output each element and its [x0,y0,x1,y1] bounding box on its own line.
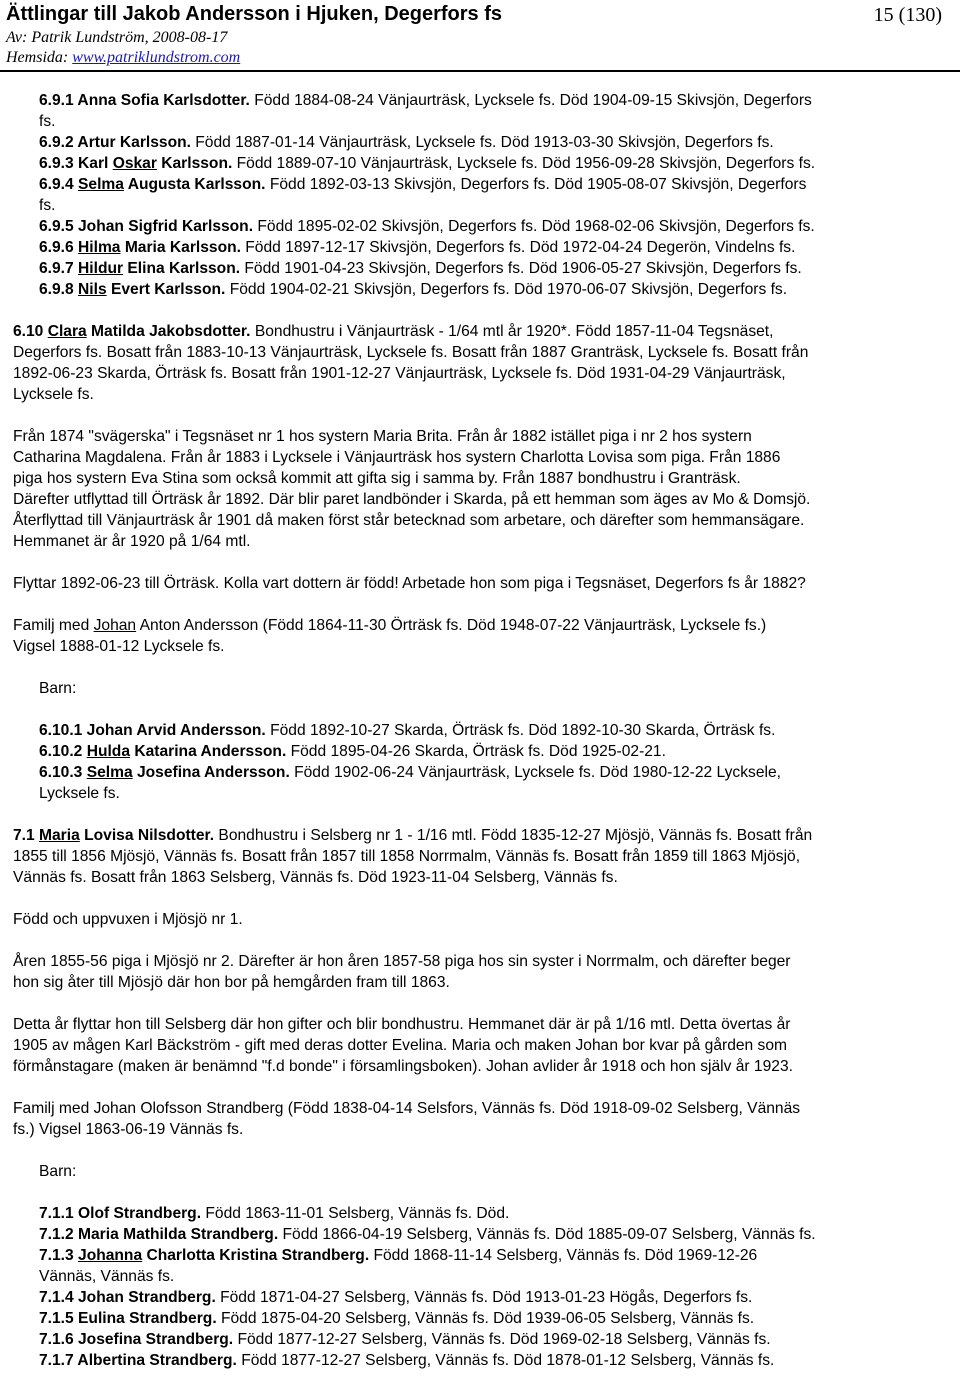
underlined-name: Nils [78,281,107,298]
entry-heading: 6.9.4 [39,176,79,193]
text-run: 1905 av mågen Karl Bäckström - gift med deras dotter Evelina. Maria och maken Johan bor kvar på gården som [13,1037,788,1054]
paragraph [13,615,945,657]
text-run: Född 1897-12-17 Skivsjön, Degerfors fs. Död 1972-04-24 Degerön, Vindelns fs. [240,239,796,256]
text-line [39,783,945,804]
text-line [13,867,945,888]
text-run: Född 1901-04-23 Skivsjön, Degerfors fs. Död 1906-05-27 Skivsjön, Degerfors fs. [240,260,802,277]
text-line [39,1329,945,1350]
text-line [39,237,945,258]
paragraph [13,678,945,699]
text-run: Bondhustru i Vänjaurträsk - 1/64 mtl år 1920*. Född 1857-11-04 Tegsnäset, [250,323,774,340]
underlined-name: Clara [47,323,87,340]
text-line [39,1266,945,1287]
text-line [39,1203,945,1224]
underlined-name: Johanna [78,1247,143,1264]
text-run: Född 1889-07-10 Vänjaurträsk, Lycksele fs. Död 1956-09-28 Skivsjön, Degerfors fs. [232,155,816,172]
homepage-line [6,48,240,68]
entry-heading: Augusta Karlsson. [123,176,266,193]
text-run: Född 1875-04-20 Selsberg, Vännäs fs. Död 1939-06-05 Selsberg, Vännäs fs. [216,1310,755,1327]
text-run: Född och uppvuxen i Mjösjö nr 1. [13,911,243,928]
text-line [13,363,945,384]
text-run: fs.) Vigsel 1863-06-19 Vännäs fs. [13,1121,244,1138]
text-line [13,342,945,363]
underlined-name: Johan [93,617,137,634]
entry-heading: Evert Karlsson. [106,281,226,298]
text-line [13,384,945,405]
text-run: fs. [39,113,56,130]
paragraph-gap [13,699,945,720]
text-line [13,573,945,594]
entry-heading: 6.9.5 Johan Sigfrid Karlsson. [39,218,254,235]
paragraph-gap [13,930,945,951]
entry-heading: 6.9.7 [39,260,79,277]
text-run: piga hos systern Eva Stina som också kommit att gifta sig i samma by. Från 1887 bondhustru i Granträsk. [13,470,741,487]
homepage-label: Hemsida: [6,49,73,66]
underlined-name: Selma [86,764,133,781]
paragraph [13,909,945,930]
paragraph [13,1098,945,1140]
text-line [39,195,945,216]
paragraph-gap [13,1140,945,1161]
text-run: Hemmanet är år 1920 på 1/64 mtl. [13,533,251,550]
homepage-link[interactable]: www.patriklundstrom.com [72,49,241,66]
paragraph [13,720,945,804]
text-line [39,174,945,195]
text-line [39,1350,945,1371]
paragraph [13,573,945,594]
text-run: Bondhustru i Selsberg nr 1 - 1/16 mtl. Född 1835-12-27 Mjösjö, Vännäs fs. Bosatt från [214,827,813,844]
underlined-name: Hilma [78,239,121,256]
entry-heading: 6.10.3 [39,764,87,781]
text-run: Catharina Magdalena. Från år 1883 i Lycksele i Vänjaurträsk hos systern Charlotta Lovisa som piga. Från 1886 [13,449,781,466]
text-run: Vännäs fs. Bosatt från 1863 Selsberg, Vännäs fs. Död 1923-11-04 Selsberg, Vännäs fs. [13,869,618,886]
text-run: Degerfors fs. Bosatt från 1883-10-13 Vänjaurträsk, Lycksele fs. Bosatt från 1887 Granträsk, Lycksele fs. Bosatt från [13,344,809,361]
text-line [39,111,945,132]
entry-heading: Lovisa Nilsdotter. [79,827,215,844]
text-run: Barn: [39,1163,77,1180]
text-run: Flyttar 1892-06-23 till Örträsk. Kolla vart dottern är född! Arbetade hon som piga i Tegsnäset, Degerfors fs år 1882? [13,575,806,592]
entry-heading: 6.10.1 Johan Arvid Andersson. [39,722,266,739]
text-line [39,258,945,279]
underlined-name: Hulda [86,743,131,760]
entry-heading: 7.1.5 Eulina Strandberg. [39,1310,217,1327]
text-run: 1855 till 1856 Mjösjö, Vännäs fs. Bosatt från 1857 till 1858 Norrmalm, Vännäs fs. Bosatt från 1859 till 1863 Mjösjö, [13,848,801,865]
text-line [13,1056,945,1077]
entry-heading: 6.9.2 Artur Karlsson. [39,134,191,151]
text-line [39,1287,945,1308]
entry-heading: Charlotta Kristina Strandberg. [142,1247,370,1264]
text-line [13,909,945,930]
text-line [13,531,945,552]
paragraph-gap [13,1182,945,1203]
text-line [13,1119,945,1140]
paragraph [13,1203,945,1371]
text-line [13,846,945,867]
entry-heading: 7.1 [13,827,40,844]
entry-heading: 6.9.1 Anna Sofia Karlsdotter. [39,92,250,109]
text-run: fs. [39,197,56,214]
underlined-name: Oskar [112,155,157,172]
text-run: Därefter utflyttad till Örträsk år 1892. Där blir paret landbönder i Skarda, på ett hemman som äges av Mo & Domsjö. [13,491,811,508]
page-number: 15 (130) [873,4,942,26]
text-run: Från 1874 "svägerska" i Tegsnäset nr 1 hos systern Maria Brita. Från år 1882 istället piga i nr 2 hos systern [13,428,752,445]
text-run: Född 1871-04-27 Selsberg, Vännäs fs. Död 1913-01-23 Högås, Degerfors fs. [215,1289,753,1306]
text-run: förmånstagare (maken är benämnd "f.d bonde" i församlingsboken). Johan avlider år 1918 och hon själv år 1923. [13,1058,793,1075]
text-run: 1892-06-23 Skarda, Örträsk fs. Bosatt från 1901-12-27 Vänjaurträsk, Lycksele fs. Död 1931-04-29 Vänjaurträsk, [13,365,786,382]
text-line [13,636,945,657]
entry-heading: 7.1.6 Josefina Strandberg. [39,1331,234,1348]
paragraph-gap [13,405,945,426]
underlined-name: Maria [39,827,80,844]
paragraph [13,1161,945,1182]
paragraph-gap [13,993,945,1014]
text-line [39,678,945,699]
author-line: Av: Patrik Lundström, 2008-08-17 [6,29,228,46]
text-run: Född 1895-02-02 Skivsjön, Degerfors fs. Död 1968-02-06 Skivsjön, Degerfors fs. [253,218,815,235]
text-line [39,90,945,111]
entry-heading: 7.1.4 Johan Strandberg. [39,1289,216,1306]
entry-heading: 6.9.6 [39,239,79,256]
paragraph [13,1014,945,1077]
text-line [39,1224,945,1245]
text-run: Lycksele fs. [39,785,120,802]
text-run: Född 1868-11-14 Selsberg, Vännäs fs. Död 1969-12-26 [369,1247,758,1264]
paragraph-gap [13,594,945,615]
entry-heading: Elina Karlsson. [123,260,241,277]
text-run: Född 1884-08-24 Vänjaurträsk, Lycksele fs. Död 1904-09-15 Skivsjön, Degerfors [249,92,812,109]
paragraph [13,825,945,888]
text-line [39,1245,945,1266]
text-line [39,741,945,762]
text-run: Detta år flyttar hon till Selsberg där hon gifter och blir bondhustru. Hemmanet där är på 1/16 mtl. Detta övertas år [13,1016,791,1033]
entry-heading: 6.10 [13,323,48,340]
text-run: Familj med Johan Olofsson Strandberg (Född 1838-04-14 Selsfors, Vännäs fs. Död 1918-09-02 Selsberg, Vännäs [13,1100,801,1117]
text-line [13,1014,945,1035]
text-line [39,720,945,741]
text-run: Född 1877-12-27 Selsberg, Vännäs fs. Död 1969-02-18 Selsberg, Vännäs fs. [233,1331,771,1348]
text-run: Född 1887-01-14 Vänjaurträsk, Lycksele fs. Död 1913-03-30 Skivsjön, Degerfors fs. [190,134,774,151]
text-run: Anton Andersson (Född 1864-11-30 Örträsk fs. Död 1948-07-22 Vänjaurträsk, Lycksele fs.) [136,617,767,634]
document-title: Ättlingar till Jakob Andersson i Hjuken, Degerfors fs [6,3,503,25]
paragraph [13,951,945,993]
paragraph-gap [13,300,945,321]
text-line [13,426,945,447]
text-line [13,321,945,342]
text-line [13,951,945,972]
entry-heading: Josefina Andersson. [132,764,290,781]
text-line [13,825,945,846]
text-line [13,510,945,531]
text-run: Familj med [13,617,94,634]
entry-heading: 7.1.1 Olof Strandberg. [39,1205,202,1222]
paragraph [13,321,945,405]
text-run: Lycksele fs. [13,386,94,403]
paragraph-gap [13,804,945,825]
text-line [13,972,945,993]
text-run: Född 1902-06-24 Vänjaurträsk, Lycksele fs. Död 1980-12-22 Lycksele, [289,764,781,781]
entry-heading: Karlsson. [156,155,233,172]
text-run: Född 1904-02-21 Skivsjön, Degerfors fs. Död 1970-06-07 Skivsjön, Degerfors fs. [225,281,788,298]
paragraph-gap [13,888,945,909]
text-run: Född 1895-04-26 Skarda, Örträsk fs. Död 1925-02-21. [286,743,666,760]
entry-heading: 7.1.2 Maria Mathilda Strandberg. [39,1226,279,1243]
text-line [39,1161,945,1182]
document-body [13,90,945,1371]
text-line [39,132,945,153]
text-line [13,447,945,468]
header-divider [0,70,960,72]
text-run: Återflyttad till Vänjaurträsk år 1901 då maken först står betecknad som arbetare, och därefter som hemmansägare. [13,512,805,529]
text-run: Vännäs, Vännäs fs. [39,1268,175,1285]
text-run: Född 1892-10-27 Skarda, Örträsk fs. Död 1892-10-30 Skarda, Örträsk fs. [265,722,776,739]
text-run: Född 1877-12-27 Selsberg, Vännäs fs. Död 1878-01-12 Selsberg, Vännäs fs. [236,1352,775,1369]
text-run: Född 1863-11-01 Selsberg, Vännäs fs. Död. [201,1205,510,1222]
entry-heading: 6.9.8 [39,281,79,298]
text-run: Barn: [39,680,77,697]
text-line [39,216,945,237]
underlined-name: Hildur [78,260,124,277]
text-line [39,1308,945,1329]
paragraph-gap [13,552,945,573]
text-run: Åren 1855-56 piga i Mjösjö nr 2. Därefter är hon åren 1857-58 piga hos sin syster i Norrmalm, och därefter beger [13,953,791,970]
entry-heading: Katarina Andersson. [130,743,287,760]
text-line [13,1098,945,1119]
text-line [13,468,945,489]
text-line [13,615,945,636]
entry-heading: Matilda Jakobsdotter. [86,323,251,340]
entry-heading: 6.9.3 Karl [39,155,113,172]
text-line [39,762,945,783]
text-line [13,1035,945,1056]
text-run: Vigsel 1888-01-12 Lycksele fs. [13,638,225,655]
paragraph [13,426,945,552]
paragraph-gap [13,657,945,678]
text-line [39,279,945,300]
text-run: hon sig åter till Mjösjö där hon bor på hemgården fram till 1863. [13,974,450,991]
paragraph [13,90,945,300]
entry-heading: 6.10.2 [39,743,87,760]
entry-heading: Maria Karlsson. [120,239,241,256]
text-run: Född 1892-03-13 Skivsjön, Degerfors fs. Död 1905-08-07 Skivsjön, Degerfors [265,176,807,193]
text-line [13,489,945,510]
text-line [39,153,945,174]
underlined-name: Selma [78,176,124,193]
entry-heading: 7.1.7 Albertina Strandberg. [39,1352,237,1369]
text-run: Född 1866-04-19 Selsberg, Vännäs fs. Död 1885-09-07 Selsberg, Vännäs fs. [278,1226,816,1243]
entry-heading: 7.1.3 [39,1247,79,1264]
paragraph-gap [13,1077,945,1098]
